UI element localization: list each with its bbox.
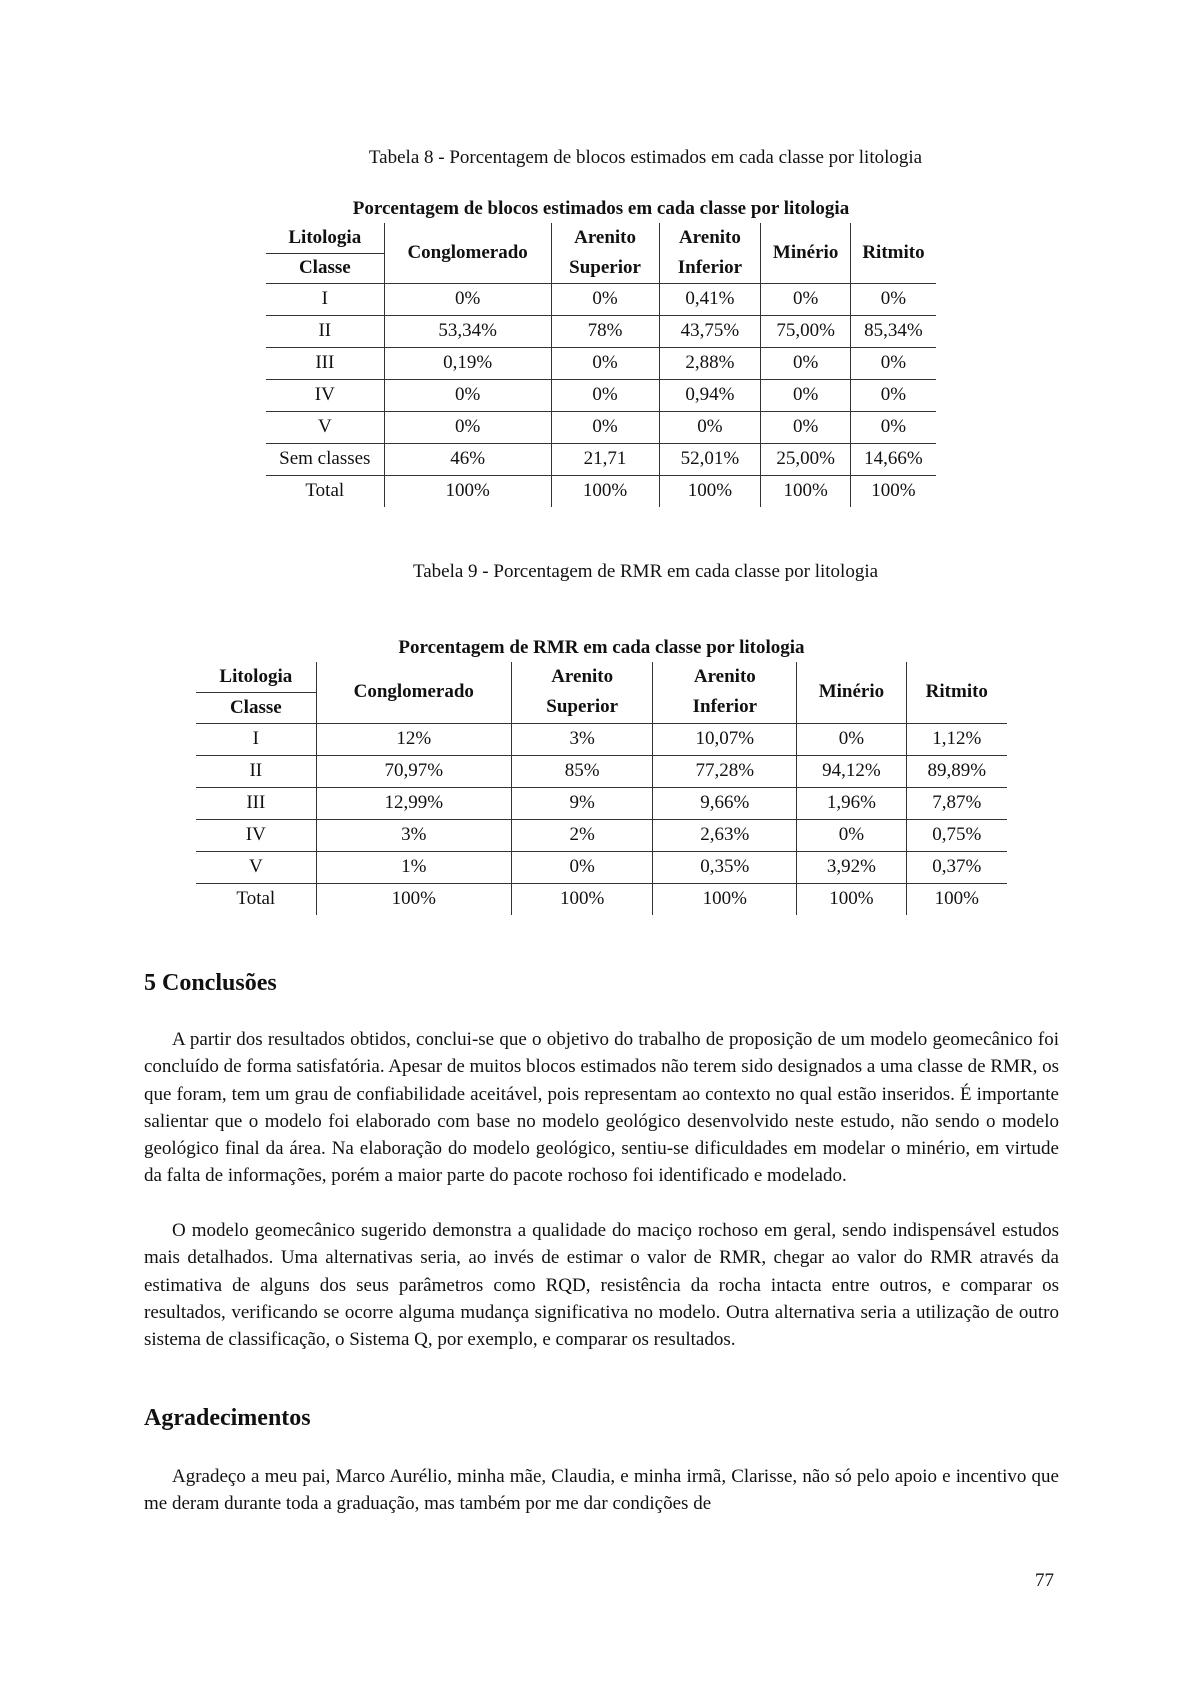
table-cell: 1,96% — [797, 787, 906, 819]
row-class-label: Total — [266, 475, 384, 507]
table-cell: 100% — [871, 480, 916, 501]
table-row — [196, 851, 1007, 883]
table-cell: 0% — [850, 347, 936, 379]
row-class-label: V — [196, 851, 316, 883]
table-cell: 100% — [934, 888, 979, 909]
header-arenito-inf-top: Arenito — [653, 662, 797, 692]
table8-title: Porcentagem de blocos estimados em cada classe por litologia — [352, 198, 850, 219]
table-cell: 12,99% — [316, 787, 511, 819]
header-minerio: Minério — [797, 662, 906, 723]
row-class-label: IV — [196, 819, 316, 851]
header-arenito-sup-bottom: Superior — [511, 692, 653, 723]
table-cell: 100% — [653, 883, 797, 915]
row-class-label: V — [266, 411, 384, 443]
table-cell: 0,75% — [906, 819, 1007, 851]
row-class-label: Total — [196, 883, 316, 915]
table-row — [266, 347, 936, 379]
header-minerio: Minério — [761, 223, 851, 283]
table-cell: 14,66% — [850, 443, 936, 475]
row-class-label: IV — [266, 379, 384, 411]
row-class-label: Sem classes — [266, 443, 384, 475]
table-cell: 0% — [850, 411, 936, 443]
table-cell: 0% — [511, 851, 653, 883]
table-cell: 53,34% — [384, 315, 551, 347]
table-cell: 46% — [384, 443, 551, 475]
table-row — [266, 283, 936, 315]
table-cell: 2,88% — [659, 347, 761, 379]
row-class-label: I — [266, 283, 384, 315]
table-cell: 1% — [316, 851, 511, 883]
table-cell: 100% — [761, 475, 851, 507]
table-row — [266, 411, 936, 443]
row-class-label: III — [266, 347, 384, 379]
row-class-label: III — [196, 787, 316, 819]
table-cell: 100% — [316, 883, 511, 915]
section-heading-acknowledgements: Agradecimentos — [144, 1405, 311, 1431]
table-cell: 0,37% — [906, 851, 1007, 883]
section-heading-conclusions: 5 Conclusões — [144, 970, 277, 996]
table-row — [196, 723, 1007, 755]
table-cell: 75,00% — [761, 315, 851, 347]
header-ritmito: Ritmito — [850, 223, 936, 283]
table-cell: 0% — [850, 283, 936, 315]
table-cell: 0% — [797, 819, 906, 851]
table-cell: 0,41% — [659, 283, 761, 315]
page-number: 77 — [1035, 1570, 1054, 1591]
header-arenito-inf-top: Arenito — [659, 223, 761, 253]
table9-title: Porcentagem de RMR em cada classe por litologia — [398, 637, 805, 658]
header-arenito-sup-top: Arenito — [551, 223, 659, 253]
table-cell: 25,00% — [761, 443, 851, 475]
conclusions-paragraph-1: A partir dos resultados obtidos, conclui-se que o objetivo do trabalho de proposição de um modelo geomecânico foi concluído de forma satisfatória. Apesar de muitos blocos estimados não terem sido designados a uma classe de RMR, os que foram, tem um grau de confiabilidade aceitável, pois representam ao contexto no qual estão inseridos. É importante salientar que o modelo foi elaborado com base no modelo geológico desenvolvido neste estudo, não sendo o modelo geológico final da área. Na elaboração do modelo geológico, sentiu-se dificuldades em modelar o minério, em virtude da falta de informações, porém a maior parte do pacote rochoso foi identificado e modelado. — [144, 1029, 1059, 1187]
conclusions-paragraph-2: O modelo geomecânico sugerido demonstra a qualidade do maciço rochoso em geral, sendo indispensável estudos mais detalhados. Uma alternativas seria, ao invés de estimar o valor de RMR, chegar ao valor do RMR através da estimativa de alguns dos seus parâmetros como RQD, resistência da rocha intacta entre outros, e comparar os resultados, verificando se ocorre alguma mudança significativa no modelo. Outra alternativa seria a utilização de outro sistema de classificação, o Sistema Q, por exemplo, e comparar os resultados. — [144, 1220, 1059, 1351]
table8-caption: Tabela 8 - Porcentagem de blocos estimados em cada classe por litologia — [368, 147, 923, 168]
table-cell: 0% — [850, 379, 936, 411]
row-class-label: II — [266, 315, 384, 347]
header-conglomerado: Conglomerado — [316, 662, 511, 723]
table-row — [196, 883, 1007, 915]
table9-caption: Tabela 9 - Porcentagem de RMR em cada classe por litologia — [412, 561, 879, 582]
table-row — [196, 819, 1007, 851]
table-cell: 0% — [761, 411, 851, 443]
table-cell: 0,19% — [384, 347, 551, 379]
table-cell: 100% — [384, 475, 551, 507]
table-row — [266, 379, 936, 411]
header-arenito-sup-top: Arenito — [511, 662, 653, 692]
header-ritmito: Ritmito — [906, 662, 1007, 723]
table-cell: 7,87% — [906, 787, 1007, 819]
table-cell: 3% — [511, 723, 653, 755]
header-conglomerado: Conglomerado — [384, 223, 551, 283]
table-cell: 0% — [551, 283, 659, 315]
header-arenito-inf-bottom: Inferior — [659, 253, 761, 283]
row-class-label: I — [196, 723, 316, 755]
table-cell: 94,12% — [797, 755, 906, 787]
table-cell: 85% — [511, 755, 653, 787]
table-cell: 78% — [551, 315, 659, 347]
table-cell: 9,66% — [653, 787, 797, 819]
acknowledgements-paragraph: Agradeço a meu pai, Marco Aurélio, minha mãe, Claudia, e minha irmã, Clarisse, não só pelo apoio e incentivo que me deram durante toda a graduação, mas também por me dar condições de — [144, 1466, 1059, 1515]
table-cell: 70,97% — [316, 755, 511, 787]
table-cell: 9% — [511, 787, 653, 819]
table-cell: 3,92% — [797, 851, 906, 883]
table-cell: 52,01% — [659, 443, 761, 475]
table-cell: 43,75% — [659, 315, 761, 347]
row-class-label: II — [196, 755, 316, 787]
table-cell: 0,94% — [659, 379, 761, 411]
table-cell: 0% — [761, 379, 851, 411]
table-cell: 12% — [316, 723, 511, 755]
table-cell: 0% — [551, 411, 659, 443]
table-cell: 77,28% — [653, 755, 797, 787]
table-cell: 10,07% — [653, 723, 797, 755]
table-cell: 2,63% — [653, 819, 797, 851]
table-cell: 0% — [659, 411, 761, 443]
table-row — [266, 475, 936, 507]
table-cell: 21,71 — [551, 443, 659, 475]
table8 — [266, 195, 936, 507]
header-arenito-sup-bottom: Superior — [551, 253, 659, 283]
table-cell: 100% — [659, 475, 761, 507]
table-cell: 100% — [551, 475, 659, 507]
table-cell: 89,89% — [906, 755, 1007, 787]
table-row — [266, 315, 936, 347]
table-cell: 0,35% — [653, 851, 797, 883]
header-classe: Classe — [266, 253, 384, 283]
table-cell: 3% — [316, 819, 511, 851]
table9 — [196, 634, 1007, 915]
table-cell: 0% — [551, 379, 659, 411]
table-cell: 0% — [384, 411, 551, 443]
table-cell: 0% — [551, 347, 659, 379]
table-cell: 100% — [797, 883, 906, 915]
header-litologia: Litologia — [266, 223, 384, 253]
header-arenito-inf-bottom: Inferior — [653, 692, 797, 723]
table-cell: 100% — [511, 883, 653, 915]
table-cell: 0% — [384, 379, 551, 411]
header-litologia: Litologia — [196, 662, 316, 692]
table-cell: 0% — [797, 723, 906, 755]
table-row — [196, 787, 1007, 819]
table-row — [266, 443, 936, 475]
table-cell: 0% — [761, 347, 851, 379]
table-cell: 2% — [511, 819, 653, 851]
table-cell: 85,34% — [850, 315, 936, 347]
table-cell: 0% — [384, 283, 551, 315]
table-cell: 0% — [761, 283, 851, 315]
header-classe: Classe — [196, 692, 316, 723]
table-cell: 1,12% — [906, 723, 1007, 755]
table-row — [196, 755, 1007, 787]
